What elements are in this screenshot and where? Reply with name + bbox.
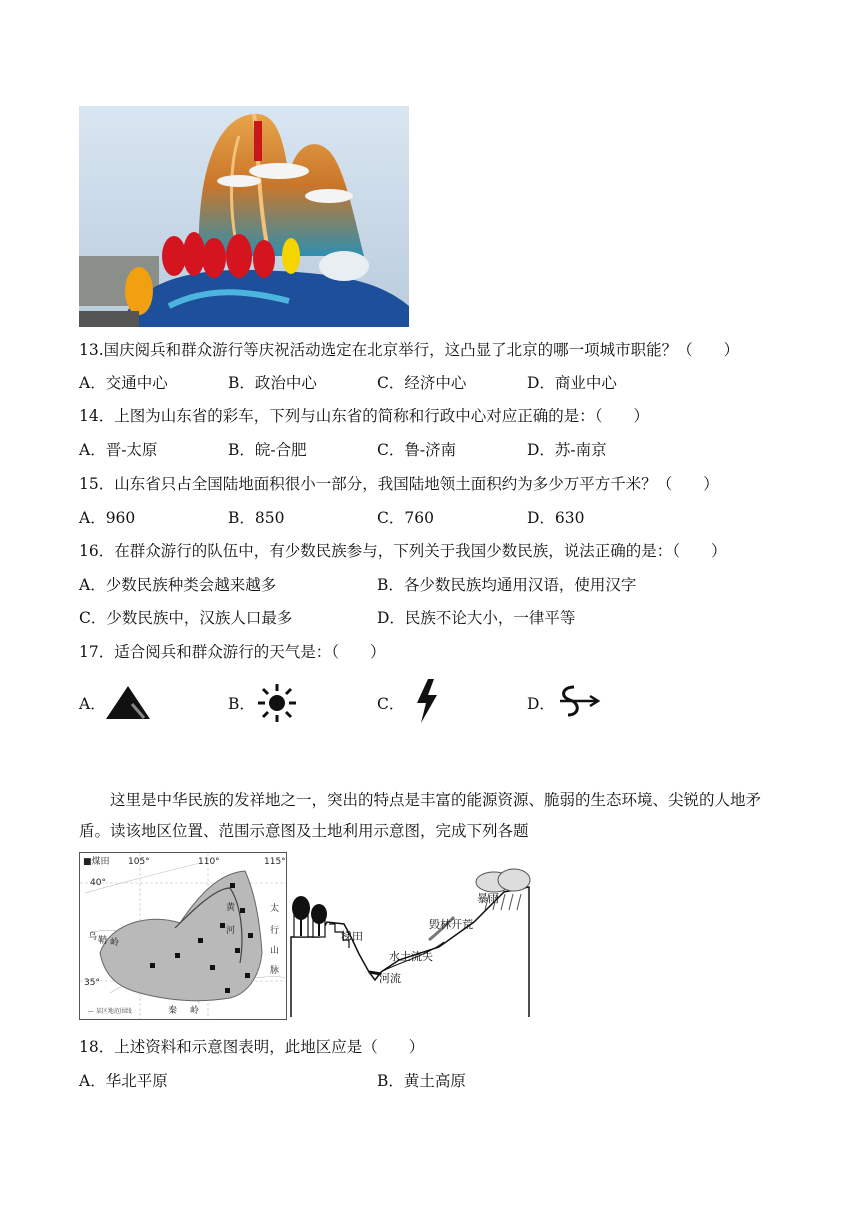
question-13: 13.国庆阅兵和群众游行等庆祝活动选定在北京举行，这凸显了北京的哪一项城市职能？（ ） <box>79 341 740 359</box>
map-lon-115: 115° <box>264 857 286 867</box>
q15-option-a: A．960 <box>79 509 136 527</box>
map-legend-range: — 某区地范围线 <box>88 1008 132 1015</box>
question-17: 17．适合阅兵和群众游行的天气是：（ ） <box>79 643 386 661</box>
map-lon-105: 105° <box>128 857 150 867</box>
map-label-qin: 秦 <box>168 1006 178 1016</box>
map-lat-35: 35° <box>84 978 100 988</box>
map-label-xing: 行 <box>270 926 280 936</box>
sandstorm-icon <box>104 684 152 724</box>
profile-label-terrace: 梯田 <box>341 930 363 943</box>
typhoon-icon <box>556 683 602 723</box>
q15-option-d: D．630 <box>527 509 585 527</box>
reading-passage: 这里是中华民族的发祥地之一，突出的特点是丰富的能源资源、脆弱的生态环境、尖锐的人地矛盾。读该地区位置、范围示意图及土地利用示意图，完成下列各题 <box>79 791 762 840</box>
q16-option-c: C．少数民族中，汉族人口最多 <box>79 609 293 627</box>
land-use-profile-diagram <box>289 862 531 1017</box>
loess-region-map <box>79 852 287 1020</box>
map-label-he: 河 <box>226 926 236 936</box>
map-label-shan: 山 <box>270 946 280 956</box>
q17-option-a: A． <box>79 695 106 713</box>
profile-label-deforest: 毁林开荒 <box>429 918 473 931</box>
map-lat-40: 40° <box>90 878 106 888</box>
q16-option-a: A．少数民族种类会越来越多 <box>79 576 277 594</box>
q14-option-b: B．皖-合肥 <box>228 441 307 459</box>
sunny-icon <box>257 683 297 727</box>
map-label-huang: 黄 <box>226 903 236 913</box>
q18-option-a: A．华北平原 <box>79 1072 168 1090</box>
q15-option-b: B．850 <box>228 509 285 527</box>
question-18: 18．上述资料和示意图表明，此地区应是（ ） <box>79 1038 425 1056</box>
q13-option-d: D．商业中心 <box>527 374 617 392</box>
q14-option-c: C．鲁-济南 <box>377 441 457 459</box>
question-16: 16．在群众游行的队伍中，有少数民族参与，下列关于我国少数民族，说法正确的是：（ ） <box>79 542 727 560</box>
profile-label-erosion: 水土流失 <box>389 950 433 963</box>
map-legend-coal: ■煤田 <box>83 857 110 867</box>
q13-option-b: B．政治中心 <box>228 374 317 392</box>
q17-option-c: C． <box>377 695 405 713</box>
map-label-qiao: 鞘 <box>98 936 108 946</box>
q16-option-b: B．各少数民族均通用汉语，使用汉字 <box>377 576 637 594</box>
q18-option-b: B．黄土高原 <box>377 1072 466 1090</box>
q14-option-d: D．苏-南京 <box>527 441 607 459</box>
map-label-ling: 岭 <box>110 938 120 948</box>
q13-option-a: A．交通中心 <box>79 374 168 392</box>
profile-label-rain: 暴雨 <box>477 892 499 905</box>
map-lon-110: 110° <box>198 857 220 867</box>
map-label-wu: 乌 <box>88 932 98 942</box>
q17-option-d: D． <box>527 695 555 713</box>
q13-option-c: C．经济中心 <box>377 374 467 392</box>
q17-option-b: B． <box>228 695 255 713</box>
profile-label-river: 河流 <box>379 972 401 985</box>
map-label-tai: 太 <box>270 904 280 914</box>
map-label-ling2: 岭 <box>190 1006 200 1016</box>
q14-option-a: A．晋-太原 <box>79 441 158 459</box>
thunder-icon <box>414 678 440 728</box>
q15-option-c: C．760 <box>377 509 434 527</box>
parade-float-photo <box>79 106 409 327</box>
question-15: 15．山东省只占全国陆地面积很小一部分，我国陆地领土面积约为多少万平方千米？（ ） <box>79 475 719 493</box>
question-14: 14．上图为山东省的彩车，下列与山东省的简称和行政中心对应正确的是：（ ） <box>79 407 649 425</box>
map-label-mai: 脉 <box>270 966 280 976</box>
q16-option-d: D．民族不论大小，一律平等 <box>377 609 576 627</box>
